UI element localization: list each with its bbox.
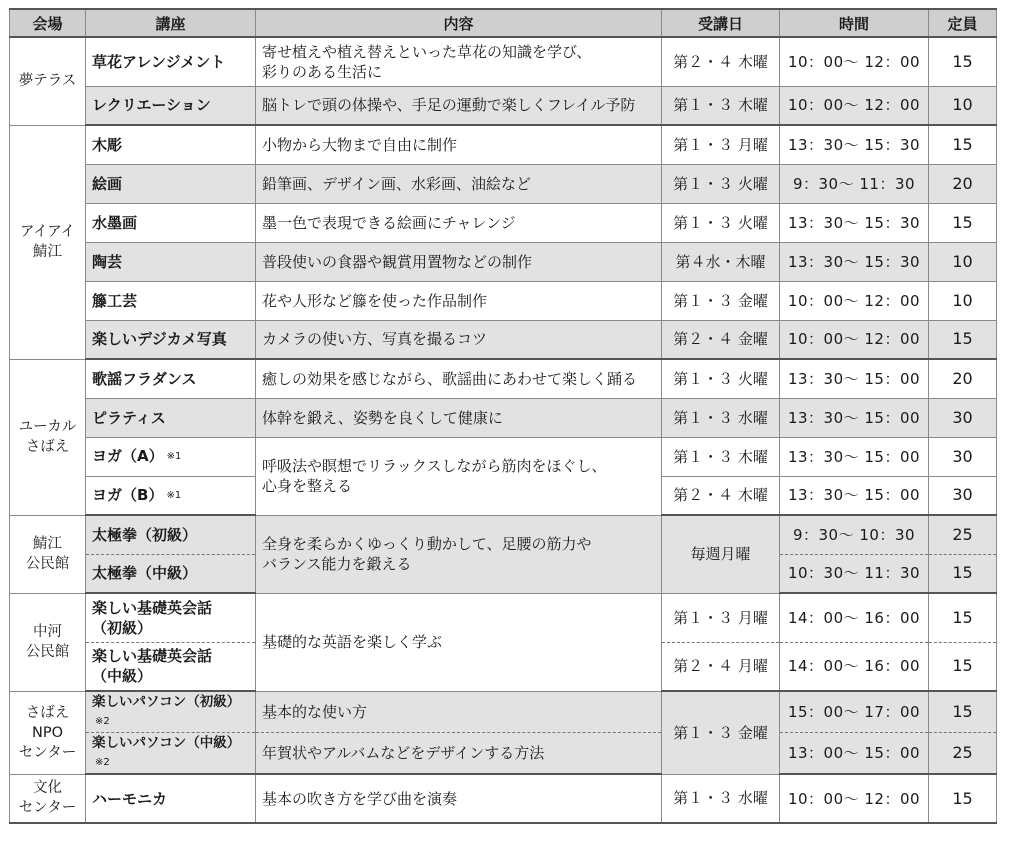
course-content: カメラの使い方、写真を撮るコツ — [256, 320, 662, 359]
course-time: 15：00～ 17：00 — [780, 691, 929, 733]
venue-name: 夢テラス — [18, 73, 77, 90]
course-level: （中級） — [92, 667, 153, 686]
course-day: 第１・３ 金曜 — [662, 281, 780, 320]
course-capacity: 15 — [929, 320, 997, 359]
course-name — [86, 733, 256, 775]
footnote-mark: ※1 — [166, 489, 182, 501]
course-content: 基礎的な英語を楽しく学ぶ — [256, 593, 662, 691]
table-row — [10, 164, 997, 203]
venue-cell — [10, 593, 86, 691]
course-label: 楽しいパソコン（中級） — [92, 735, 241, 751]
venue-cell — [10, 125, 86, 359]
table-row — [10, 359, 997, 398]
course-capacity: 10 — [929, 242, 997, 281]
venue-name: さばえ — [25, 704, 70, 721]
course-day: 第２・４ 金曜 — [662, 320, 780, 359]
venue-cell — [10, 515, 86, 593]
course-name: レクリエーション — [86, 86, 256, 125]
course-capacity: 10 — [929, 281, 997, 320]
course-day: 第２・４ 木曜 — [662, 37, 780, 86]
course-content: 体幹を鍛え、姿勢を良くして健康に — [256, 398, 662, 437]
course-name: 陶芸 — [86, 242, 256, 281]
course-time: 13：30～ 15：30 — [780, 125, 929, 164]
header-content: 内容 — [256, 9, 662, 37]
course-time: 14：00～ 16：00 — [780, 593, 929, 642]
course-name: 水墨画 — [86, 203, 256, 242]
footnote-mark: ※2 — [95, 757, 110, 768]
course-time: 10：00～ 12：00 — [780, 320, 929, 359]
venue-name: センター — [18, 800, 77, 817]
course-content: 普段使いの食器や観賞用置物などの制作 — [256, 242, 662, 281]
course-content: 小物から大物まで自由に制作 — [256, 125, 662, 164]
table-row — [10, 774, 997, 823]
course-content: 脳トレで頭の体操や、手足の運動で楽しくフレイル予防 — [256, 86, 662, 125]
table-row — [10, 437, 997, 476]
venue-name: 鯖江 — [33, 536, 62, 552]
course-time: 10：00～ 12：00 — [780, 281, 929, 320]
course-label: 楽しい基礎英会話 — [92, 598, 213, 617]
venue-cell — [10, 359, 86, 515]
course-label: 楽しい基礎英会話 — [92, 647, 213, 666]
table-row — [10, 515, 997, 554]
venue-name: センター — [18, 744, 77, 761]
course-name: ハーモニカ — [86, 774, 256, 823]
course-content: 年賀状やアルバムなどをデザインする方法 — [256, 733, 662, 775]
venue-name: さばえ — [25, 439, 70, 455]
course-name: 木彫 — [86, 125, 256, 164]
course-capacity: 15 — [929, 774, 997, 823]
content-line: 彩りのある生活に — [262, 62, 383, 81]
footnote-mark: ※2 — [95, 716, 110, 727]
course-day: 毎週月曜 — [662, 515, 780, 593]
course-time: 10：00～ 12：00 — [780, 774, 929, 823]
course-name: 籐工芸 — [86, 281, 256, 320]
venue-name: アイアイ — [20, 224, 75, 240]
header-time: 時間 — [780, 9, 929, 37]
course-day: 第１・３ 木曜 — [662, 437, 780, 476]
course-content — [256, 437, 662, 515]
course-content: 基本の吹き方を学び曲を演奏 — [256, 774, 662, 823]
course-day: 第１・３ 月曜 — [662, 593, 780, 642]
course-name: 太極拳（中級） — [86, 554, 256, 593]
table-row — [10, 320, 997, 359]
table-row — [10, 593, 997, 642]
course-label: ヨガ（B） — [92, 485, 164, 504]
course-capacity: 30 — [929, 398, 997, 437]
course-time: 13：30～ 15：00 — [780, 437, 929, 476]
course-capacity: 20 — [929, 359, 997, 398]
course-capacity: 15 — [929, 37, 997, 86]
venue-name: ユーカル — [18, 419, 77, 435]
venue-name: 公民館 — [25, 556, 70, 572]
course-time: 13：30～ 15：30 — [780, 242, 929, 281]
course-name — [86, 437, 256, 476]
course-day: 第４水・木曜 — [662, 242, 780, 281]
course-time: 10：30～ 11：30 — [780, 554, 929, 593]
footnote-mark: ※1 — [166, 451, 182, 462]
course-name: 絵画 — [86, 164, 256, 203]
venue-name: NPO — [31, 724, 63, 741]
course-name — [86, 691, 256, 733]
content-line: 呼吸法や瞑想でリラックスしながら筋肉をほぐし、 — [262, 457, 607, 475]
course-level: （初級） — [92, 618, 153, 637]
course-capacity: 25 — [929, 733, 997, 775]
course-name — [86, 476, 256, 515]
course-schedule-table — [9, 8, 997, 824]
course-time: 13：30～ 15：00 — [780, 398, 929, 437]
course-capacity: 10 — [929, 86, 997, 125]
course-time: 9：30～ 11：30 — [780, 164, 929, 203]
venue-cell — [10, 37, 86, 125]
course-capacity: 15 — [929, 593, 997, 642]
course-name: 草花アレンジメント — [86, 37, 256, 86]
content-line: 全身を柔らかくゆっくり動かして、足腰の筋力や — [262, 535, 592, 553]
course-time: 10：00～ 12：00 — [780, 86, 929, 125]
course-time: 10：00～ 12：00 — [780, 37, 929, 86]
course-day: 第１・３ 火曜 — [662, 359, 780, 398]
table-row — [10, 281, 997, 320]
course-day: 第１・３ 水曜 — [662, 774, 780, 823]
course-capacity: 15 — [929, 691, 997, 733]
course-capacity: 30 — [929, 476, 997, 515]
header-course: 講座 — [86, 9, 256, 37]
course-day: 第１・３ 月曜 — [662, 125, 780, 164]
course-time: 13：00～ 15：00 — [780, 733, 929, 775]
course-day: 第２・４ 月曜 — [662, 642, 780, 691]
course-content — [256, 515, 662, 593]
course-name: ピラティス — [86, 398, 256, 437]
content-line: バランス能力を鍛える — [262, 555, 412, 573]
table-row — [10, 398, 997, 437]
table-row — [10, 86, 997, 125]
venue-cell — [10, 774, 86, 823]
course-name: 歌謡フラダンス — [86, 359, 256, 398]
course-day: 第１・３ 金曜 — [662, 691, 780, 774]
content-line: 心身を整える — [262, 477, 353, 495]
course-name: 太極拳（初級） — [86, 515, 256, 554]
course-time: 13：30～ 15：00 — [780, 476, 929, 515]
course-content — [256, 37, 662, 86]
venue-name: 鯖江 — [33, 244, 62, 260]
venue-cell — [10, 691, 86, 774]
course-time: 9：30～ 10：30 — [780, 515, 929, 554]
course-capacity: 15 — [929, 125, 997, 164]
table-row — [10, 242, 997, 281]
course-capacity: 25 — [929, 515, 997, 554]
course-name — [86, 593, 256, 642]
course-capacity: 20 — [929, 164, 997, 203]
header-row — [10, 9, 997, 37]
table-row — [10, 733, 997, 775]
table-row — [10, 125, 997, 164]
course-day: 第１・３ 火曜 — [662, 203, 780, 242]
course-name: 楽しいデジカメ写真 — [86, 320, 256, 359]
table-row — [10, 203, 997, 242]
course-time: 13：30～ 15：30 — [780, 203, 929, 242]
course-name — [86, 642, 256, 691]
course-capacity: 15 — [929, 554, 997, 593]
table-row — [10, 37, 997, 86]
course-day: 第１・３ 水曜 — [662, 398, 780, 437]
course-content: 基本的な使い方 — [256, 691, 662, 733]
venue-name: 公民館 — [25, 644, 70, 660]
venue-name: 文化 — [33, 780, 62, 797]
course-content: 墨一色で表現できる絵画にチャレンジ — [256, 203, 662, 242]
content-line: 寄せ植えや植え替えといった草花の知識を学び、 — [262, 42, 592, 61]
course-content: 癒しの効果を感じながら、歌謡曲にあわせて楽しく踊る — [256, 359, 662, 398]
course-capacity: 15 — [929, 642, 997, 691]
course-time: 14：00～ 16：00 — [780, 642, 929, 691]
course-time: 13：30～ 15：00 — [780, 359, 929, 398]
course-day: 第２・４ 木曜 — [662, 476, 780, 515]
venue-name: 中河 — [33, 624, 62, 640]
table-row — [10, 691, 997, 733]
header-venue: 会場 — [10, 9, 86, 37]
course-day: 第１・３ 木曜 — [662, 86, 780, 125]
header-capacity: 定員 — [929, 9, 997, 37]
header-day: 受講日 — [662, 9, 780, 37]
course-capacity: 30 — [929, 437, 997, 476]
course-capacity: 15 — [929, 203, 997, 242]
course-day: 第１・３ 火曜 — [662, 164, 780, 203]
course-label: ヨガ（A） — [92, 447, 164, 465]
course-content: 花や人形など籐を使った作品制作 — [256, 281, 662, 320]
course-content: 鉛筆画、デザイン画、水彩画、油絵など — [256, 164, 662, 203]
course-label: 楽しいパソコン（初級） — [92, 694, 241, 710]
